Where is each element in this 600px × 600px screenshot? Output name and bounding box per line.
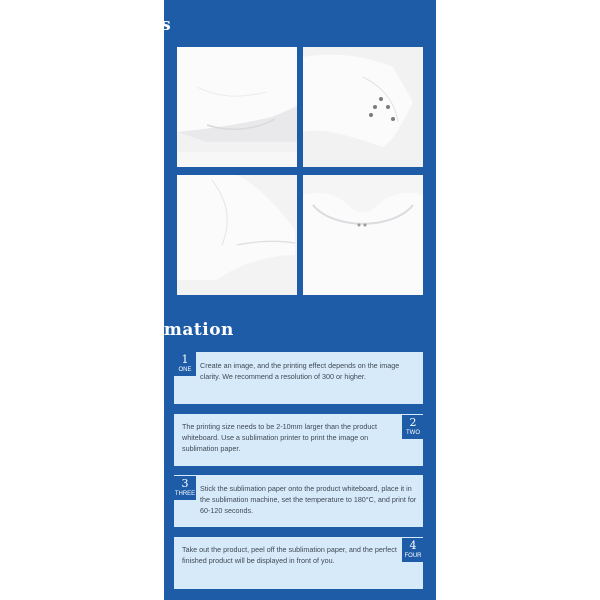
detail-photo-neckline	[303, 175, 423, 295]
step-badge-1	[174, 352, 196, 376]
step-text-3: Stick the sublimation paper onto the product whiteboard, place it in the sublimation machine, set the temperature to 180°C, and print for 60-120 seconds.	[200, 484, 417, 515]
detail-photo-snaps	[303, 47, 423, 167]
detail-photo-bottom	[177, 47, 297, 167]
step-badge-2	[402, 415, 424, 439]
details-heading: Details	[100, 15, 172, 35]
how-to-heading: How to sublimation	[38, 320, 234, 340]
step-badge-3	[174, 476, 196, 500]
step-text-1: Create an image, and the printing effect depends on the image clarity. We recommend a resolution of 300 or higher.	[200, 361, 400, 381]
step-word: TWO	[406, 430, 420, 436]
step-number: 1	[181, 353, 189, 366]
step-text-4: Take out the product, peel off the sublimation paper, and the perfect finished product will be displayed in front of you.	[182, 545, 397, 565]
step-number: 4	[409, 539, 417, 552]
step-number: 2	[409, 416, 417, 429]
step-text-2: The printing size needs to be 2-10mm larger than the product whiteboard. Use a sublimation printer to print the image on sublimation paper.	[182, 422, 377, 453]
step-word: ONE	[178, 367, 192, 373]
step-word: FOUR	[404, 553, 422, 559]
step-badge-4	[402, 538, 424, 562]
detail-photo-sleeve	[177, 175, 297, 295]
step-number: 3	[181, 477, 189, 490]
step-word: THREE	[174, 491, 196, 497]
